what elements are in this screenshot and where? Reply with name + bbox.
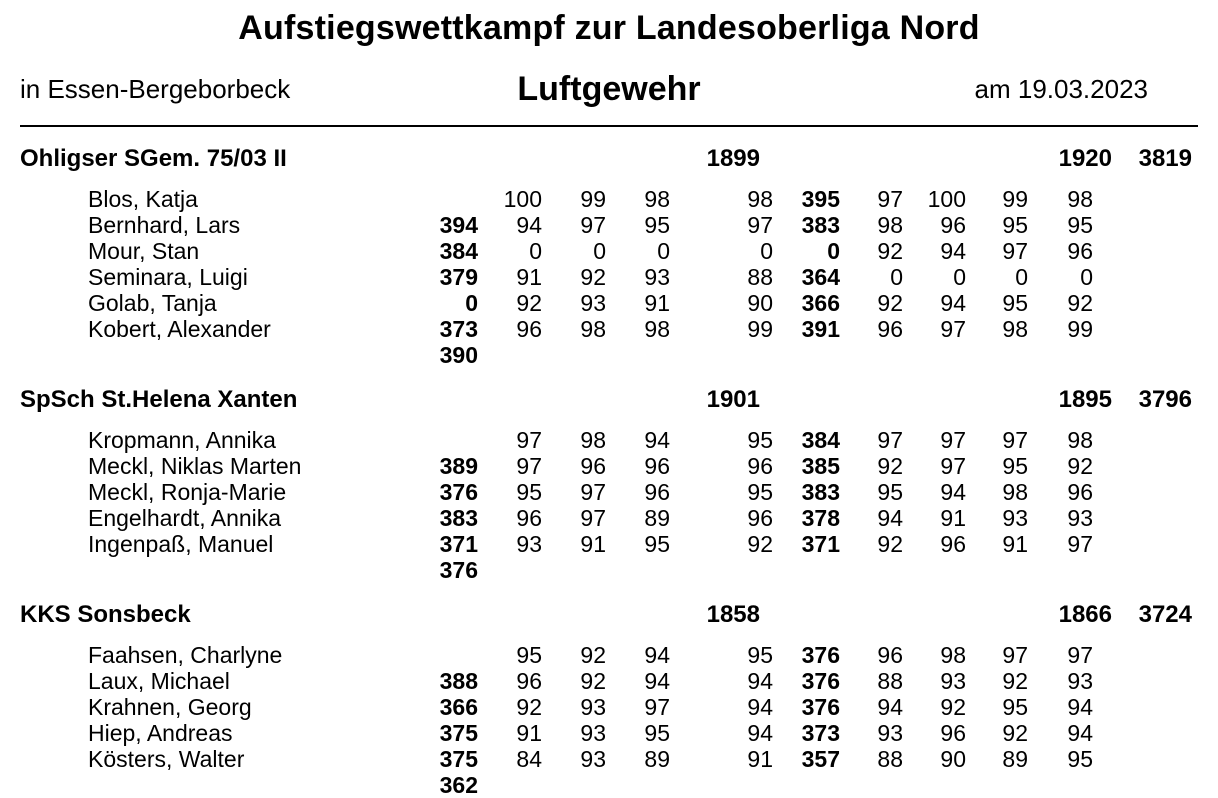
series1-shot3: 96 bbox=[644, 453, 670, 479]
shooter-name: Mour, Stan bbox=[88, 238, 200, 264]
series1-shot1: 92 bbox=[516, 694, 542, 720]
series1-sum: 391 bbox=[801, 316, 840, 342]
series2-shot4: 97 bbox=[1067, 531, 1093, 557]
series2-shot4: 98 bbox=[1067, 427, 1093, 453]
series1-shot4: 88 bbox=[747, 264, 773, 290]
series1-shot2: 91 bbox=[580, 531, 606, 557]
series1-shot1: 91 bbox=[516, 264, 542, 290]
series2-shot3: 97 bbox=[1002, 642, 1028, 668]
series2-shot3: 95 bbox=[1002, 453, 1028, 479]
team-grand-total: 3724 bbox=[1138, 601, 1192, 628]
series1-sum: 395 bbox=[801, 186, 840, 212]
shooter-name: Faahsen, Charlyne bbox=[88, 642, 283, 668]
series1-shot4: 95 bbox=[747, 427, 773, 453]
series1-shot3: 89 bbox=[644, 746, 670, 772]
series2-shot4: 97 bbox=[1067, 642, 1093, 668]
series2-shot3: 98 bbox=[1002, 316, 1028, 342]
series2-shot2: 97 bbox=[940, 316, 966, 342]
series2-sum: 0 bbox=[465, 290, 478, 316]
team-grand-total: 3819 bbox=[1138, 145, 1192, 172]
team-header bbox=[0, 386, 1218, 414]
shooter-name: Laux, Michael bbox=[88, 668, 230, 694]
series2-shot2: 94 bbox=[940, 290, 966, 316]
series2-shot3: 97 bbox=[1002, 238, 1028, 264]
team-section bbox=[0, 386, 1218, 583]
series1-shot2: 99 bbox=[580, 186, 606, 212]
series1-shot3: 95 bbox=[644, 212, 670, 238]
series1-shot4: 91 bbox=[747, 746, 773, 772]
series2-shot4: 92 bbox=[1067, 290, 1093, 316]
shooter-name: Kobert, Alexander bbox=[88, 316, 271, 342]
team-section bbox=[0, 145, 1218, 368]
series2-shot2: 94 bbox=[940, 479, 966, 505]
shooter-name: Meckl, Ronja-Marie bbox=[88, 479, 287, 505]
series1-shot4: 98 bbox=[747, 186, 773, 212]
series1-shot2: 97 bbox=[580, 505, 606, 531]
series1-shot4: 94 bbox=[747, 694, 773, 720]
series2-sum: 383 bbox=[439, 505, 478, 531]
series1-shot1: 100 bbox=[503, 186, 542, 212]
series2-sum: 384 bbox=[439, 238, 478, 264]
shooter-rows bbox=[0, 642, 1218, 798]
header-divider bbox=[20, 125, 1198, 127]
series2-shot1: 92 bbox=[877, 453, 903, 479]
series2-shot1: 96 bbox=[877, 316, 903, 342]
series2-shot4: 99 bbox=[1067, 316, 1093, 342]
team-half2-total: 1920 bbox=[1058, 145, 1112, 172]
location-text: in Essen-Bergeborbeck bbox=[20, 74, 291, 104]
series2-shot2: 92 bbox=[940, 694, 966, 720]
shooter-name: Blos, Katja bbox=[88, 186, 198, 212]
series2-shot2: 97 bbox=[940, 453, 966, 479]
series1-shot4: 90 bbox=[747, 290, 773, 316]
series2-shot2: 96 bbox=[940, 531, 966, 557]
series2-shot3: 89 bbox=[1002, 746, 1028, 772]
series2-shot1: 92 bbox=[877, 531, 903, 557]
series1-shot4: 96 bbox=[747, 453, 773, 479]
series1-sum: 357 bbox=[801, 746, 840, 772]
series2-shot1: 94 bbox=[877, 694, 903, 720]
series1-sum: 376 bbox=[801, 668, 840, 694]
series1-sum: 371 bbox=[801, 531, 840, 557]
shooter-name: Krahnen, Georg bbox=[88, 694, 252, 720]
series2-shot1: 96 bbox=[877, 642, 903, 668]
series2-shot1: 93 bbox=[877, 720, 903, 746]
shooter-name: Engelhardt, Annika bbox=[88, 505, 282, 531]
series1-sum: 366 bbox=[801, 290, 840, 316]
series1-shot4: 96 bbox=[747, 505, 773, 531]
series1-shot1: 0 bbox=[529, 238, 542, 264]
series2-shot3: 95 bbox=[1002, 694, 1028, 720]
series2-sum: 389 bbox=[439, 453, 478, 479]
series2-shot4: 93 bbox=[1067, 668, 1093, 694]
series1-shot1: 94 bbox=[516, 212, 542, 238]
shooter-name: Kropmann, Annika bbox=[88, 427, 276, 453]
series2-shot1: 92 bbox=[877, 290, 903, 316]
series2-shot3: 93 bbox=[1002, 505, 1028, 531]
shooter-rows bbox=[0, 427, 1218, 583]
series1-shot4: 0 bbox=[760, 238, 773, 264]
series1-shot3: 93 bbox=[644, 264, 670, 290]
team-half1-total: 1858 bbox=[706, 601, 760, 628]
series1-shot2: 0 bbox=[593, 238, 606, 264]
series2-shot2: 96 bbox=[940, 212, 966, 238]
team-half2-total: 1866 bbox=[1058, 601, 1112, 628]
series1-shot1: 92 bbox=[516, 290, 542, 316]
shooter-name: Ingenpaß, Manuel bbox=[88, 531, 274, 557]
series2-shot4: 92 bbox=[1067, 453, 1093, 479]
series1-shot3: 94 bbox=[644, 427, 670, 453]
series2-shot1: 97 bbox=[877, 186, 903, 212]
sub-header bbox=[0, 65, 1218, 109]
series2-shot2: 96 bbox=[940, 720, 966, 746]
series2-sum: 375 bbox=[439, 746, 478, 772]
series1-shot3: 97 bbox=[644, 694, 670, 720]
series1-shot4: 95 bbox=[747, 479, 773, 505]
series2-shot1: 88 bbox=[877, 746, 903, 772]
series2-shot1: 92 bbox=[877, 238, 903, 264]
series2-sum: 376 bbox=[439, 557, 478, 583]
series1-shot3: 95 bbox=[644, 720, 670, 746]
series1-shot3: 91 bbox=[644, 290, 670, 316]
series2-sum: 373 bbox=[439, 316, 478, 342]
series2-sum: 362 bbox=[439, 772, 478, 798]
series2-shot1: 98 bbox=[877, 212, 903, 238]
series1-shot1: 95 bbox=[516, 479, 542, 505]
shooter-row bbox=[0, 531, 1218, 583]
series2-shot3: 91 bbox=[1002, 531, 1028, 557]
series2-shot1: 88 bbox=[877, 668, 903, 694]
series2-sum: 376 bbox=[439, 479, 478, 505]
team-name: Ohligser SGem. 75/03 II bbox=[20, 145, 287, 172]
date-text: am 19.03.2023 bbox=[974, 74, 1148, 104]
shooter-name: Bernhard, Lars bbox=[88, 212, 241, 238]
series1-sum: 378 bbox=[801, 505, 840, 531]
series2-shot2: 91 bbox=[940, 505, 966, 531]
team-grand-total: 3796 bbox=[1138, 386, 1192, 413]
series1-shot1: 91 bbox=[516, 720, 542, 746]
series1-shot2: 92 bbox=[580, 264, 606, 290]
series1-shot3: 98 bbox=[644, 186, 670, 212]
series2-sum: 379 bbox=[439, 264, 478, 290]
series1-shot4: 94 bbox=[747, 720, 773, 746]
series2-shot3: 99 bbox=[1002, 186, 1028, 212]
series1-shot1: 96 bbox=[516, 316, 542, 342]
shooter-name: Meckl, Niklas Marten bbox=[88, 453, 302, 479]
shooter-name: Hiep, Andreas bbox=[88, 720, 233, 746]
series1-shot1: 97 bbox=[516, 453, 542, 479]
series1-shot4: 92 bbox=[747, 531, 773, 557]
discipline-title: Luftgewehr bbox=[517, 70, 701, 108]
series1-shot2: 98 bbox=[580, 427, 606, 453]
series2-shot2: 94 bbox=[940, 238, 966, 264]
series2-shot3: 95 bbox=[1002, 290, 1028, 316]
series2-shot4: 98 bbox=[1067, 186, 1093, 212]
series2-shot4: 94 bbox=[1067, 694, 1093, 720]
series1-shot4: 95 bbox=[747, 642, 773, 668]
series2-shot4: 96 bbox=[1067, 238, 1093, 264]
series1-sum: 383 bbox=[801, 479, 840, 505]
series1-sum: 383 bbox=[801, 212, 840, 238]
series2-shot1: 94 bbox=[877, 505, 903, 531]
series1-shot1: 95 bbox=[516, 642, 542, 668]
series2-sum: 394 bbox=[439, 212, 478, 238]
series1-sum: 364 bbox=[801, 264, 840, 290]
team-header bbox=[0, 601, 1218, 629]
shooter-row bbox=[0, 316, 1218, 368]
team-half1-total: 1901 bbox=[706, 386, 760, 413]
series1-shot3: 94 bbox=[644, 642, 670, 668]
series1-shot1: 96 bbox=[516, 505, 542, 531]
shooter-name: Kösters, Walter bbox=[88, 746, 245, 772]
series2-sum: 366 bbox=[439, 694, 478, 720]
series1-sum: 385 bbox=[801, 453, 840, 479]
series2-shot2: 97 bbox=[940, 427, 966, 453]
series2-shot4: 95 bbox=[1067, 212, 1093, 238]
series2-shot4: 95 bbox=[1067, 746, 1093, 772]
series1-shot2: 93 bbox=[580, 694, 606, 720]
series1-shot2: 96 bbox=[580, 453, 606, 479]
series2-shot3: 98 bbox=[1002, 479, 1028, 505]
series2-shot4: 0 bbox=[1080, 264, 1093, 290]
series2-sum: 375 bbox=[439, 720, 478, 746]
series1-shot3: 95 bbox=[644, 531, 670, 557]
series1-shot2: 97 bbox=[580, 212, 606, 238]
series2-shot4: 96 bbox=[1067, 479, 1093, 505]
series2-sum: 390 bbox=[439, 342, 478, 368]
results-document bbox=[0, 8, 1218, 798]
series2-shot3: 92 bbox=[1002, 720, 1028, 746]
series1-sum: 376 bbox=[801, 694, 840, 720]
series2-sum: 371 bbox=[439, 531, 478, 557]
series1-shot2: 93 bbox=[580, 720, 606, 746]
series2-shot3: 0 bbox=[1015, 264, 1028, 290]
series1-shot3: 0 bbox=[657, 238, 670, 264]
series1-shot1: 97 bbox=[516, 427, 542, 453]
team-half2-total: 1895 bbox=[1058, 386, 1112, 413]
series2-shot2: 100 bbox=[927, 186, 966, 212]
series1-shot2: 92 bbox=[580, 642, 606, 668]
series1-shot2: 93 bbox=[580, 290, 606, 316]
series1-shot2: 98 bbox=[580, 316, 606, 342]
series1-shot2: 93 bbox=[580, 746, 606, 772]
series2-shot2: 90 bbox=[940, 746, 966, 772]
series2-sum: 388 bbox=[439, 668, 478, 694]
shooter-name: Seminara, Luigi bbox=[88, 264, 248, 290]
series2-shot1: 95 bbox=[877, 479, 903, 505]
series1-shot4: 94 bbox=[747, 668, 773, 694]
series2-shot1: 0 bbox=[890, 264, 903, 290]
series2-shot3: 95 bbox=[1002, 212, 1028, 238]
series1-shot4: 97 bbox=[747, 212, 773, 238]
series1-shot3: 94 bbox=[644, 668, 670, 694]
shooter-row bbox=[0, 746, 1218, 798]
series2-shot4: 93 bbox=[1067, 505, 1093, 531]
series1-shot2: 97 bbox=[580, 479, 606, 505]
series2-shot3: 92 bbox=[1002, 668, 1028, 694]
series1-shot3: 96 bbox=[644, 479, 670, 505]
team-name: KKS Sonsbeck bbox=[20, 601, 191, 628]
series1-shot3: 98 bbox=[644, 316, 670, 342]
series1-shot3: 89 bbox=[644, 505, 670, 531]
page-title: Aufstiegswettkampf zur Landesoberliga Nord bbox=[238, 9, 980, 47]
series2-shot2: 93 bbox=[940, 668, 966, 694]
series2-shot2: 98 bbox=[940, 642, 966, 668]
series1-shot1: 93 bbox=[516, 531, 542, 557]
series1-sum: 376 bbox=[801, 642, 840, 668]
series1-shot4: 99 bbox=[747, 316, 773, 342]
team-section bbox=[0, 601, 1218, 798]
series2-shot3: 97 bbox=[1002, 427, 1028, 453]
series1-sum: 384 bbox=[801, 427, 840, 453]
series1-sum: 0 bbox=[827, 238, 840, 264]
series1-shot1: 96 bbox=[516, 668, 542, 694]
series1-shot2: 92 bbox=[580, 668, 606, 694]
series1-sum: 373 bbox=[801, 720, 840, 746]
team-half1-total: 1899 bbox=[706, 145, 760, 172]
series2-shot1: 97 bbox=[877, 427, 903, 453]
shooter-name: Golab, Tanja bbox=[88, 290, 217, 316]
series2-shot4: 94 bbox=[1067, 720, 1093, 746]
teams-list bbox=[0, 145, 1218, 798]
team-header bbox=[0, 145, 1218, 173]
shooter-rows bbox=[0, 186, 1218, 368]
series2-shot2: 0 bbox=[953, 264, 966, 290]
series1-shot1: 84 bbox=[516, 746, 542, 772]
team-name: SpSch St.Helena Xanten bbox=[20, 386, 298, 413]
